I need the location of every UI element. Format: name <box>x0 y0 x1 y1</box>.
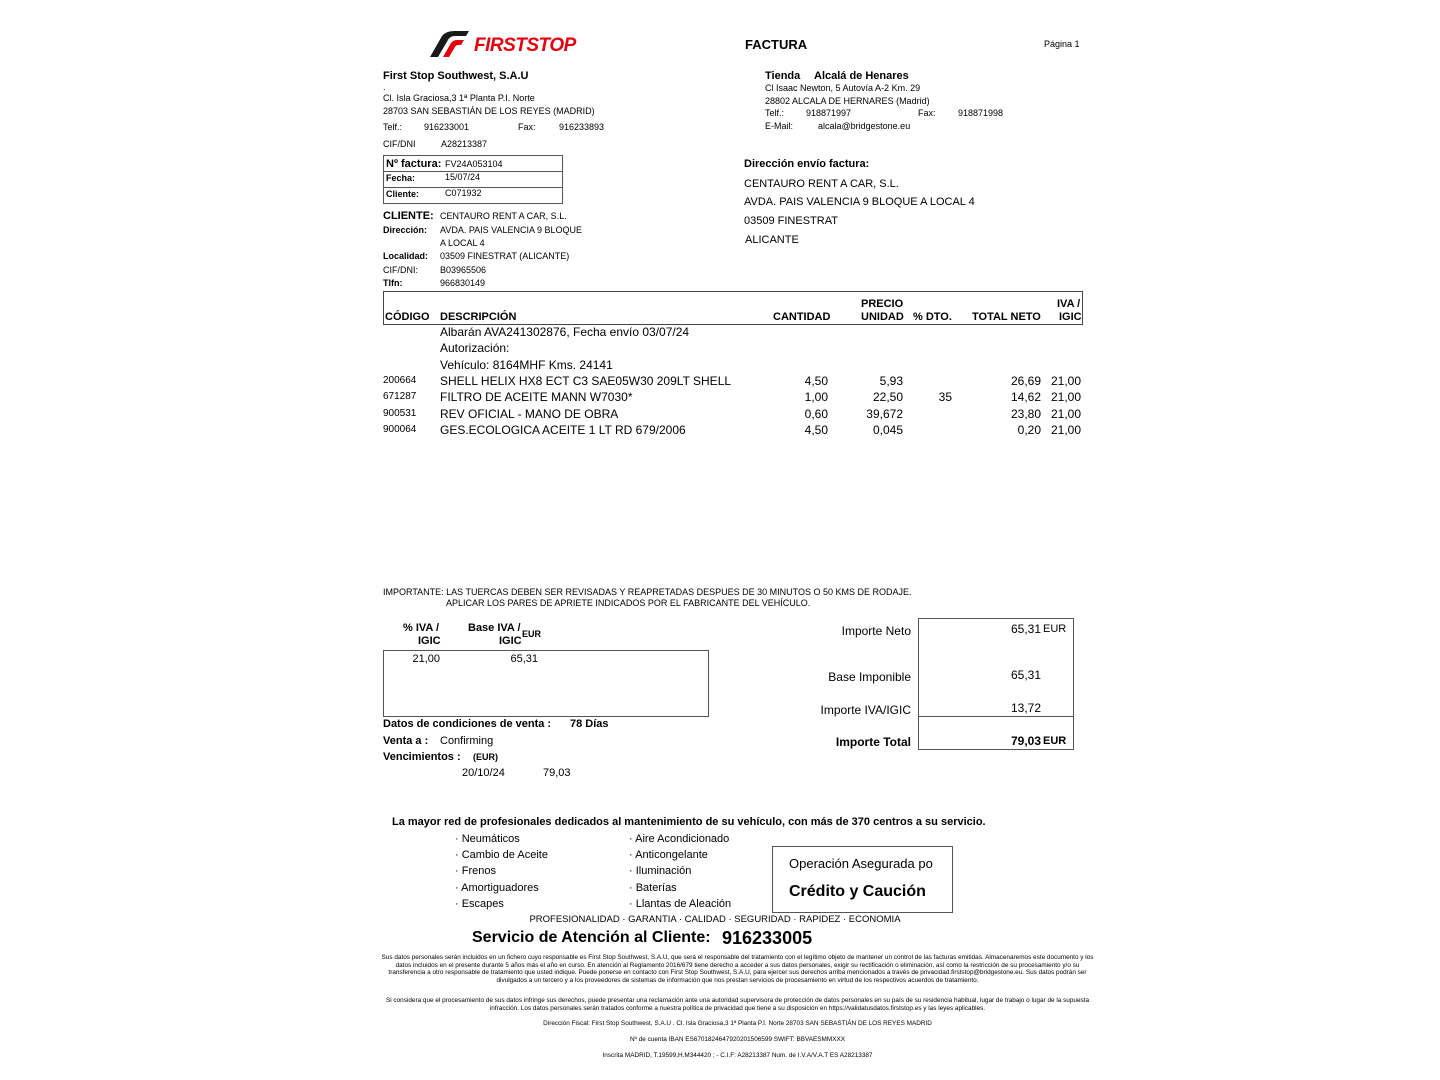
conditions-days: 78 Días <box>570 718 609 730</box>
row-price: 22,50 <box>872 390 903 404</box>
header-quantity: CANTIDAD <box>773 311 831 323</box>
row-price: 0,045 <box>872 423 903 437</box>
net-amount: 65,31 <box>1010 622 1041 636</box>
net-amount-label: Importe Neto <box>841 624 911 638</box>
total-amount-label: Importe Total <box>835 735 911 749</box>
client-cif: B03965506 <box>440 265 487 275</box>
service-item: · Escapes <box>455 898 504 910</box>
header-total: TOTAL NETO <box>972 311 1041 323</box>
company-tel: 916233001 <box>424 122 470 132</box>
store-name: Alcalá de Henares <box>814 70 909 82</box>
service-item: · Anticongelante <box>629 849 708 861</box>
shipping-line-2: AVDA. PAIS VALENCIA 9 BLOQUE A LOCAL 4 <box>744 196 975 208</box>
service-item: · Baterías <box>629 882 677 894</box>
store-address-1: Cl Isaac Newton, 5 Autovía A-2 Km. 29 <box>765 83 921 93</box>
promo-headline: La mayor red de profesionales dedicados al mantenimiento de su vehículo, con más de 370 centros a su servicio. <box>392 816 986 828</box>
header-description: DESCRIPCIÓN <box>440 311 517 323</box>
client-locality-label: Localidad: <box>383 251 429 261</box>
vat-rate: 21,00 <box>412 653 440 665</box>
company-cif: A28213387 <box>441 139 488 149</box>
bank-account: Nº de cuenta IBAN ES6701824647920201506599 SWIFT: BBVAESMMXXX <box>629 1036 845 1043</box>
company-logo <box>428 30 593 60</box>
customer-service-label: Servicio de Atención al Cliente: <box>472 929 711 946</box>
vat-col2-unit: EUR <box>522 629 542 639</box>
logo-swoosh-icon <box>428 30 470 58</box>
taxable-base: 65,31 <box>1010 668 1041 682</box>
row-total: 23,80 <box>1010 407 1041 421</box>
client-address-label: Dirección: <box>383 225 428 235</box>
invoice-number: FV24A053104 <box>445 159 503 169</box>
due-label: Vencimientos : <box>383 751 461 763</box>
invoice-number-label: Nº factura: <box>386 158 442 170</box>
service-item: · Cambio de Aceite <box>455 849 548 861</box>
client-address-1: AVDA. PAIS VALENCIA 9 BLOQUE <box>440 225 583 235</box>
store-fax: 918871998 <box>958 108 1004 118</box>
net-amount-unit: EUR <box>1043 623 1067 635</box>
store-email-label: E-Mail: <box>765 121 794 131</box>
store-address-2: 28802 ALCALA DE HERNARES (Madrid) <box>765 96 930 106</box>
row-description: SHELL HELIX HX8 ECT C3 SAE05W30 209LT SHELL <box>440 374 732 388</box>
vat-base: 65,31 <box>510 653 538 665</box>
important-note-1: IMPORTANTE: LAS TUERCAS DEBEN SER REVISADAS Y REAPRETADAS DESPUES DE 30 MINUTOS O 50 KMS DE RODAJE. <box>383 587 912 597</box>
row-code: 671287 <box>383 391 417 402</box>
invoice-client-label: Cliente: <box>386 189 420 199</box>
table-row <box>0 390 1440 406</box>
document-title: FACTURA <box>745 37 808 52</box>
store-email: alcala@bridgestone.eu <box>818 121 911 131</box>
vat-col2-header-1: Base IVA / <box>468 622 521 634</box>
service-item: · Aire Acondicionado <box>629 833 730 845</box>
row-discount: 35 <box>938 390 952 404</box>
client-name: CENTAURO RENT A CAR, S.L. <box>440 211 567 221</box>
store-label: Tienda <box>765 70 801 82</box>
insurance-line-1: Operación Asegurada po <box>789 856 933 871</box>
row-code: 200664 <box>383 375 417 386</box>
important-note-2: APLICAR LOS PARES DE APRIETE INDICADOS POR EL FABRICANTE DEL VEHÍCULO. <box>446 598 811 608</box>
vat-col1-header-2: IGIC <box>418 635 441 647</box>
shipping-line-3: 03509 FINESTRAT <box>744 215 838 227</box>
row-vat: 21,00 <box>1050 390 1081 404</box>
row-quantity: 4,50 <box>804 423 828 437</box>
vat-amount: 13,72 <box>1010 701 1041 715</box>
client-cif-label: CIF/DNI: <box>383 265 418 275</box>
logo-text: FIRSTSTOP <box>474 35 576 56</box>
vehicle-note: Vehículo: 8164MHF Kms. 24141 <box>440 358 613 372</box>
total-amount-unit: EUR <box>1043 735 1067 747</box>
vat-col1-header-1: % IVA / <box>403 622 440 634</box>
row-total: 26,69 <box>1010 374 1041 388</box>
sale-label: Venta a : <box>383 735 429 747</box>
service-item: · Amortiguadores <box>455 882 539 894</box>
store-tel: 918871997 <box>806 108 852 118</box>
registry-info: Inscrita MADRID, T.19599,H.M344420 ; - C.I.F: A28213387 Num. de I.V.A/V.A.T ES A28213387 <box>602 1052 873 1059</box>
sale-value: Confirming <box>440 735 494 747</box>
vat-col2-header-2: IGIC <box>499 635 522 647</box>
company-address-2: 28703 SAN SEBASTIÁN DE LOS REYES (MADRID) <box>383 106 595 116</box>
client-locality: 03509 FINESTRAT (ALICANTE) <box>440 251 570 261</box>
page-number: Página 1 <box>1044 39 1080 49</box>
header-code: CÓDIGO <box>385 311 430 323</box>
row-quantity: 0,60 <box>804 407 828 421</box>
row-code: 900531 <box>383 408 417 419</box>
taxable-base-label: Base Imponible <box>828 670 911 684</box>
totals-box <box>918 618 1074 750</box>
company-name: First Stop Southwest, S.A.U <box>383 70 529 82</box>
table-row <box>0 374 1440 390</box>
header-price-1: PRECIO <box>861 298 904 310</box>
shipping-line-4: ALICANTE <box>745 234 799 246</box>
table-row <box>0 407 1440 423</box>
row-description: FILTRO DE ACEITE MANN W7030* <box>440 390 633 404</box>
store-tel-label: Telf.: <box>765 108 785 118</box>
due-unit: (EUR) <box>473 752 498 762</box>
privacy-complaint-paragraph: Si considera que el procesamiento de sus datos infringe sus derechos, puede presentar una reclamación ante una autoridad supervisora de protección de datos personales en su país de su residencia habitual, lugar de trabajo o lugar de la supuesta infracción. Los datos personales serán tratados conforme a nuestra política de privacidad que tiene a su disposición en https://validatusdatos.firststop.es y las leyes aplicables. <box>385 997 1090 1012</box>
company-dot: . <box>383 82 386 92</box>
client-address-2: A LOCAL 4 <box>440 238 485 248</box>
invoice-date-label: Fecha: <box>386 173 416 183</box>
service-item: · Frenos <box>455 865 496 877</box>
service-item: · Neumáticos <box>455 833 520 845</box>
header-vat-2: IGIC <box>1059 311 1082 323</box>
authorization-note: Autorización: <box>440 341 510 355</box>
row-description: REV OFICIAL - MANO DE OBRA <box>440 407 619 421</box>
customer-service-phone: 916233005 <box>722 928 813 948</box>
vat-amount-label: Importe IVA/IGIC <box>820 703 911 717</box>
service-item: · Iluminación <box>629 865 692 877</box>
header-price-2: UNIDAD <box>861 311 904 323</box>
fiscal-address: Dirección Fiscal: First Stop Southwest, S.A.U . Cl. Isla Graciosa,3 1ª Planta P.I. Norte 28703 SAN SEBASTIÁN DE LOS REYES MADRID <box>543 1020 932 1027</box>
row-description: GES.ECOLOGICA ACEITE 1 LT RD 679/2006 <box>440 423 686 437</box>
due-date: 20/10/24 <box>462 767 505 779</box>
row-vat: 21,00 <box>1050 407 1081 421</box>
row-vat: 21,00 <box>1050 374 1081 388</box>
client-label: CLIENTE: <box>383 210 434 222</box>
store-fax-label: Fax: <box>918 108 936 118</box>
row-vat: 21,00 <box>1050 423 1081 437</box>
table-row <box>0 423 1440 439</box>
due-amount: 79,03 <box>543 767 571 779</box>
shipping-line-1: CENTAURO RENT A CAR, S.L. <box>744 178 899 190</box>
row-total: 14,62 <box>1010 390 1041 404</box>
row-price: 5,93 <box>879 374 903 388</box>
insurance-line-2: Crédito y Caución <box>789 883 926 900</box>
privacy-paragraph: Sus datos personales serán incluidos en un fichero cuyo responsable es First Stop Southwest, S.A.U, que será el responsable del tratamiento con el legítimo objeto de mantener un control de las facturas emitidas. Almacenaremos este documento y los datos incluidos en el presente durante 5 años más el año en curso. En atención al Reglamento 2016/679 tiene derecho a acceder a sus datos personales, exigir su rectificación o eliminación, así como la restricción de su procesamiento y/o su transferencia a otro responsable de tratamiento que usted indique. Puede ponerse en contacto con First Stop Southwest, S.A.U, para ejercer sus derechos arriba mencionados a través de privacidad.firststop@bridgestone.eu. Sus datos podrán ser divulgados a un tercero y a los proveedores de sistemas de información que nos prestan servicios de procesamiento en virtud de los respectivos acuerdos de tratamiento. <box>381 954 1094 984</box>
service-item: · Llantas de Aleación <box>629 898 732 910</box>
row-total: 0,20 <box>1017 423 1041 437</box>
client-phone: 966830149 <box>440 278 486 288</box>
header-vat-1: IVA / <box>1057 298 1081 310</box>
company-fax-label: Fax: <box>518 122 536 132</box>
total-amount: 79,03 <box>1010 734 1041 748</box>
brand-values: PROFESIONALIDAD · GARANTIA · CALIDAD · SEGURIDAD · RAPIDEZ · ECONOMIA <box>529 914 901 925</box>
invoice-client: C071932 <box>445 188 482 198</box>
company-address-1: Cl. Isla Graciosa,3 1ª Planta P.I. Norte <box>383 93 535 103</box>
row-code: 900064 <box>383 424 417 435</box>
shipping-title: Dirección envío factura: <box>744 158 870 170</box>
client-phone-label: Tlfn: <box>383 278 403 288</box>
invoice-date: 15/07/24 <box>445 172 481 182</box>
conditions-label: Datos de condiciones de venta : <box>383 718 552 730</box>
delivery-note: Albarán AVA241302876, Fecha envío 03/07/24 <box>440 325 690 339</box>
company-tel-label: Telf.: <box>383 122 403 132</box>
row-quantity: 1,00 <box>804 390 828 404</box>
row-price: 39,672 <box>866 407 903 421</box>
company-fax: 916233893 <box>559 122 605 132</box>
row-quantity: 4,50 <box>804 374 828 388</box>
header-discount: % DTO. <box>913 311 952 323</box>
company-cif-label: CIF/DNI <box>383 139 416 149</box>
